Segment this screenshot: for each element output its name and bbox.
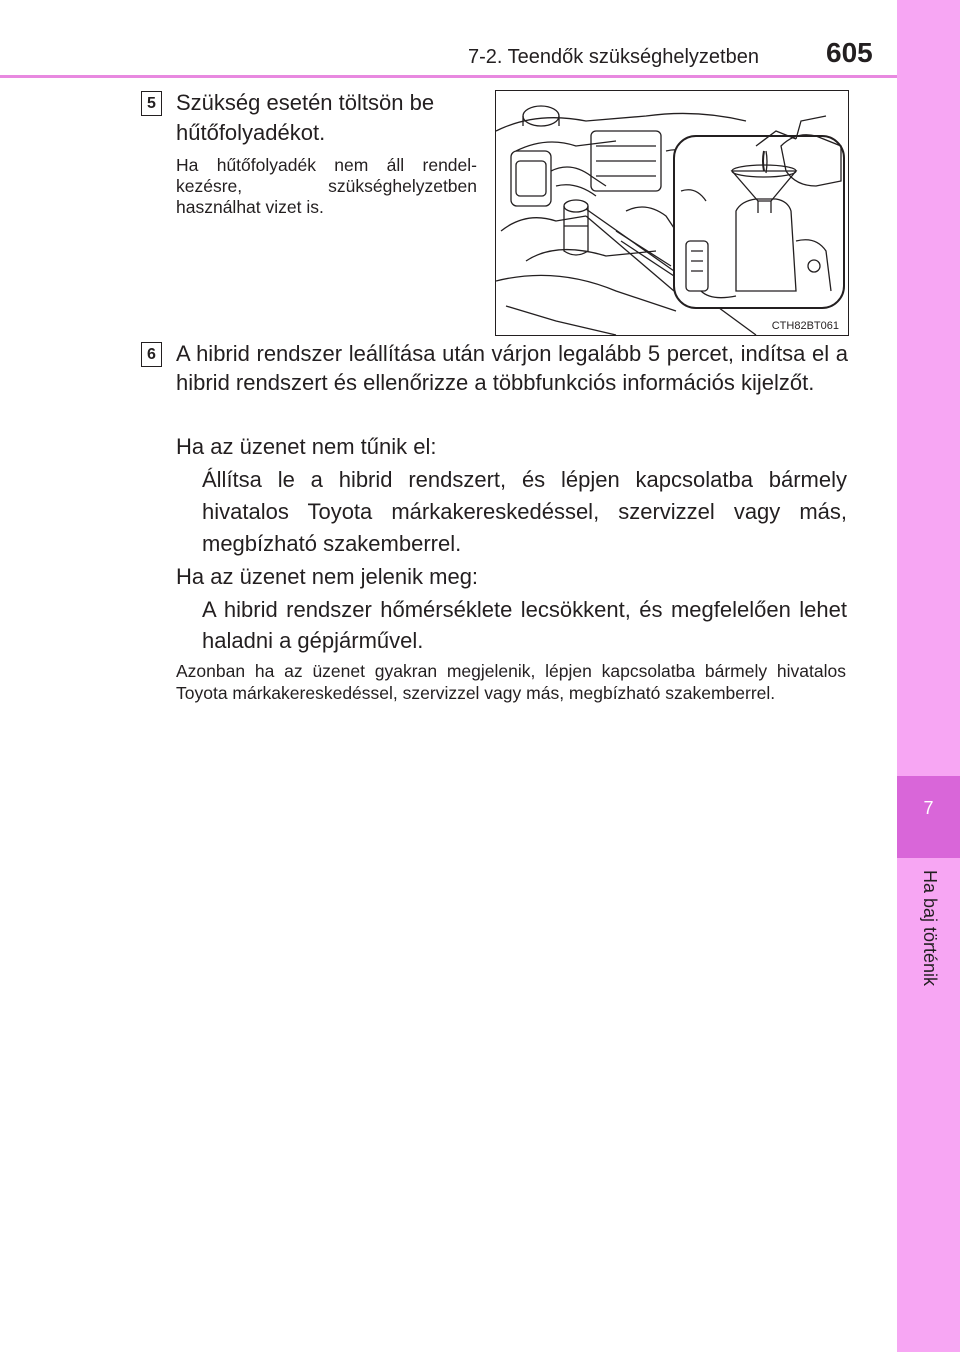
step-6-case-2-label: Ha az üzenet nem jelenik meg:: [176, 564, 479, 589]
step-number-6: 6: [141, 342, 162, 367]
coolant-fill-illustration: [495, 90, 849, 336]
step-5-heading-line-2: hűtőfolyadékot.: [176, 120, 326, 145]
step-5-note-line-1: Ha hűtőfolyadék nem áll rendel-: [176, 155, 477, 175]
step-5-heading: [176, 88, 476, 148]
header-divider: [0, 75, 897, 78]
step-6-main-text: A hibrid rendszer leállítása után várjon legalább 5 percet, indítsa el a hibrid rendszert és ellenőrizze a többfunkciós információs kijelzőt.: [176, 341, 848, 395]
step-number-5: 5: [141, 91, 162, 116]
page-number: 605: [826, 37, 873, 68]
step-5-note-line-2: kezésre, szükséghelyzetben: [176, 176, 477, 196]
step-6-case-1-text: Állítsa le a hibrid rendszert, és lépjen kapcsolatba bármely hivatalos Toyota márkakereskedéssel, szervizzel vagy más, megbízható szakemberrel.: [202, 467, 847, 556]
engine-bay-drawing: [496, 91, 848, 335]
step-6-case-1-label: Ha az üzenet nem tűnik el:: [176, 434, 437, 459]
chapter-sidebar: [897, 0, 960, 1352]
step-5-heading-line-1: Szükség esetén töltsön be: [176, 90, 435, 115]
step-6-case-2-text: A hibrid rendszer hőmérséklete lecsökkent, és megfelelően lehet haladni a gépjárművel.: [202, 597, 847, 653]
chapter-number: 7: [923, 798, 934, 818]
chapter-title: Ha baj történik: [920, 870, 940, 987]
step-5-note-line-3: használhat vizet is.: [176, 197, 324, 217]
step-5-note: [176, 155, 477, 218]
section-title: 7-2. Teendők szükséghelyzetben: [468, 46, 759, 68]
illustration-id: CTH82BT061: [769, 320, 842, 332]
step-6-note: Azonban ha az üzenet gyakran megjelenik, lépjen kapcsolatba bármely hivatalos Toyota márkakereskedéssel, szervizzel vagy más, megbízható szakemberrel.: [176, 661, 846, 703]
